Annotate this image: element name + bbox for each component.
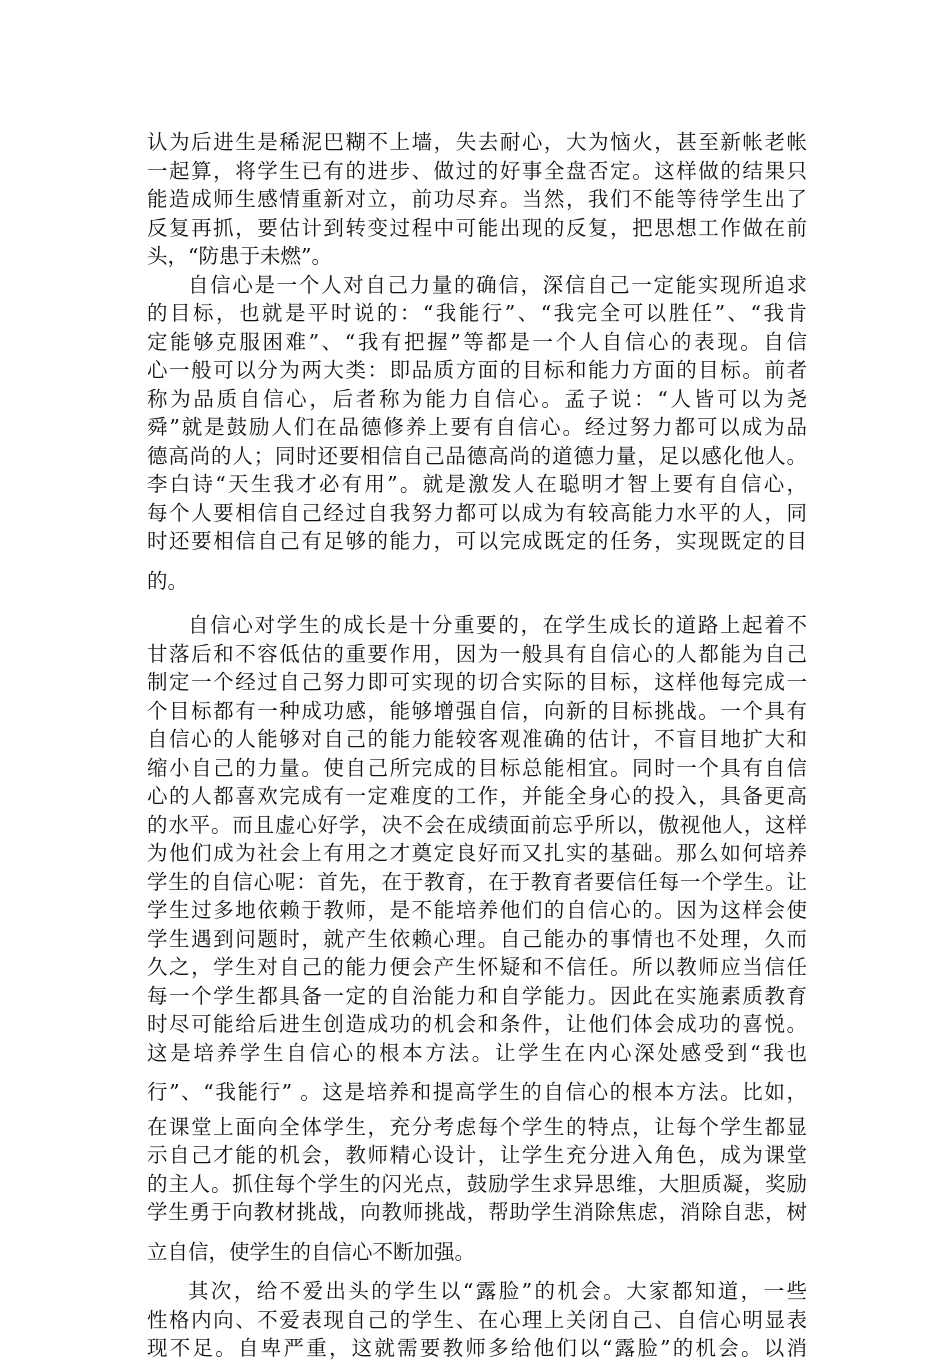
- text-line: 头，“防患于未燃”。: [147, 244, 332, 268]
- text-line: 甘落后和不容低估的重要作用，因为一般具有自信心的人都能为自己: [147, 641, 807, 666]
- paragraph-2: [147, 271, 807, 596]
- text-line: 德高尚的人；同时还要相信自己品德高尚的道德力量，足以感化他人。: [147, 443, 807, 468]
- text-line: 学生过多地依赖于教师，是不能培养他们的自信心的。因为这样会使: [147, 898, 807, 922]
- paragraph-1: [147, 128, 807, 271]
- text-line: 定能够克服困难”、“我有把握”等都是一个人自信心的表现。自信: [147, 329, 807, 354]
- text-line: 学生勇于向教材挑战，向教师挑战，帮助学生消除焦虑，消除自悲，树: [147, 1200, 807, 1224]
- text-line: 一起算，将学生已有的进步、做过的好事全盘否定。这样做的结果只: [147, 158, 807, 183]
- text-line: 反复再抓，要估计到转变过程中可能出现的反复，把思想工作做在前: [147, 215, 807, 240]
- text-line: 久之，学生对自己的能力便会产生怀疑和不信任。所以教师应当信任: [147, 955, 807, 979]
- text-line: 为他们成为社会上有用之才奠定良好而又扎实的基础。那么如何培养: [147, 841, 807, 865]
- text-line: 缩小自己的力量。使自己所完成的目标总能相宜。同时一个具有自信: [147, 755, 807, 780]
- text-line: 在课堂上面向全体学生，充分考虑每个学生的特点，让每个学生都显: [147, 1114, 807, 1139]
- text-line: 时尽可能给后进生创造成功的机会和条件，让他们体会成功的喜悦。: [147, 1012, 807, 1036]
- text-line: 自信心对学生的成长是十分重要的，在学生成长的道路上起着不: [188, 613, 807, 637]
- text-line: 的主人。抓住每个学生的闪光点，鼓励学生求异思维，大胆质凝，奖励: [147, 1171, 807, 1196]
- text-line: 李白诗“天生我才必有用”。就是激发人在聪明才智上要有自信心，: [147, 472, 807, 496]
- text-line: 学生的自信心呢：首先，在于教育，在于教育者要信任每一个学生。让: [147, 869, 807, 894]
- text-line: 心的人都喜欢完成有一定难度的工作，并能全身心的投入，具备更高: [147, 784, 807, 808]
- text-line: 的目标，也就是平时说的：“我能行”、“我完全可以胜任”、“我肯: [147, 301, 807, 325]
- text-line: 称为品质自信心，后者称为能力自信心。孟子说：“人皆可以为尧: [147, 386, 807, 411]
- text-line: 能造成师生感情重新对立，前功尽弃。当然，我们不能等待学生出了: [147, 187, 807, 211]
- text-line: 的水平。而且虚心好学，决不会在成绩面前忘乎所以，傲视他人，这样: [147, 812, 807, 837]
- paragraph-4: [147, 1277, 807, 1363]
- text-line: 其次，给不爱出头的学生以“露脸”的机会。大家都知道，一些: [188, 1279, 807, 1303]
- text-line: 心一般可以分为两大类：即品质方面的目标和能力方面的目标。前者: [147, 358, 807, 382]
- text-line: 这是培养学生自信心的根本方法。让学生在内心深处感受到“我也: [147, 1040, 807, 1065]
- document-body: [147, 128, 807, 1363]
- text-line: 的。: [147, 568, 188, 593]
- text-line: 每个人要相信自己经过自我努力都可以成为有较高能力水平的人，同: [147, 500, 807, 525]
- text-line: 制定一个经过自己努力即可实现的切合实际的目标，这样他每完成一: [147, 670, 807, 694]
- text-line: 现不足。自卑严重，这就需要教师多给他们以“露脸”的机会。以消: [147, 1336, 807, 1360]
- text-line: 学生遇到问题时，就产生依赖心理。自己能办的事情也不处理，久而: [147, 926, 807, 951]
- text-line: 自信心的人能够对自己的能力能较客观准确的估计，不盲目地扩大和: [147, 727, 807, 751]
- text-line: 性格内向、不爱表现自己的学生、在心理上关闭自己、自信心明显表: [147, 1307, 807, 1332]
- text-line: 舜”就是鼓励人们在品德修养上要有自信心。经过努力都可以成为品: [147, 415, 807, 439]
- text-line: 立自信，使学生的自信心不断加强。: [147, 1239, 475, 1264]
- text-line: 个目标都有一种成功感，能够增强自信，向新的目标挑战。一个具有: [147, 698, 807, 723]
- paragraph-3: [147, 611, 807, 1266]
- text-line: 行”、“我能行” 。这是培养和提高学生的自信心的根本方法。比如，: [147, 1080, 807, 1104]
- text-line: 时还要相信自己有足够的能力，可以完成既定的任务，实现既定的目: [147, 529, 807, 553]
- text-line: 认为后进生是稀泥巴糊不上墙，失去耐心，大为恼火，甚至新帐老帐: [147, 130, 807, 154]
- text-line: 自信心是一个人对自己力量的确信，深信自己一定能实现所追求: [188, 272, 807, 297]
- text-line: 示自己才能的机会，教师精心设计，让学生充分进入角色，成为课堂: [147, 1143, 807, 1167]
- text-line: 每一个学生都具备一定的自治能力和自学能力。因此在实施素质教育: [147, 983, 807, 1008]
